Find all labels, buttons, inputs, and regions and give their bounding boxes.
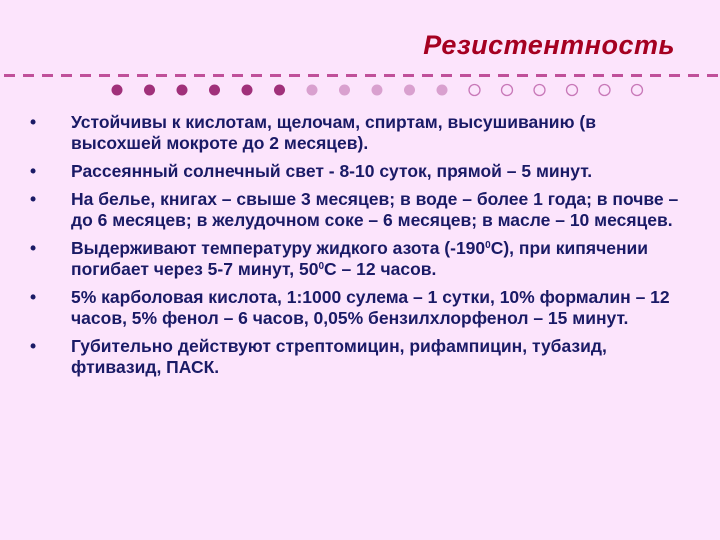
dash-segment	[42, 74, 53, 77]
dash-segment	[99, 74, 110, 77]
bullet-item	[30, 287, 690, 329]
dash-segment	[232, 74, 243, 77]
decor-dot	[534, 85, 545, 96]
dash-segment	[156, 74, 167, 77]
bullet-text: С), при кипячении погибает через 5-7 минут, 50	[71, 238, 649, 279]
dash-segment	[384, 74, 395, 77]
bullet-item	[30, 161, 690, 182]
dash-segment	[23, 74, 34, 77]
degree-superscript: 0	[485, 240, 491, 251]
decor-dot	[307, 85, 318, 96]
dash-segment	[612, 74, 623, 77]
dash-segment	[61, 74, 72, 77]
dash-segment	[707, 74, 718, 77]
bullet-text: На белье, книгах – свыше 3 месяцев; в воде – более 1 года; в почве – до 6 месяцев; в желудочном соке – 6 месяцев; в масле – 10 месяцев.	[71, 189, 679, 230]
dash-segment	[365, 74, 376, 77]
decor-dot	[274, 85, 285, 96]
dash-segment	[270, 74, 281, 77]
dash-segment	[346, 74, 357, 77]
dash-segment	[422, 74, 433, 77]
bullet-text: Устойчивы к кислотам, щелочам, спиртам, высушиванию (в высохшей мокроте до 2 месяцев).	[71, 112, 596, 153]
dash-segment	[479, 74, 490, 77]
bullet-item	[30, 238, 690, 280]
decor-dot	[502, 85, 513, 96]
decor-dot	[372, 85, 383, 96]
dash-segment	[688, 74, 699, 77]
decor-dot	[567, 85, 578, 96]
decor-dot	[144, 85, 155, 96]
decor-dot	[112, 85, 123, 96]
dash-segment	[650, 74, 661, 77]
dash-segment	[251, 74, 262, 77]
decorative-dashed-line	[0, 74, 720, 78]
decor-dot	[339, 85, 350, 96]
dash-segment	[536, 74, 547, 77]
dash-segment	[574, 74, 585, 77]
dash-segment	[498, 74, 509, 77]
dash-segment	[4, 74, 15, 77]
decor-dot	[242, 85, 253, 96]
decor-dot	[177, 85, 188, 96]
dash-segment	[593, 74, 604, 77]
dash-segment	[327, 74, 338, 77]
decor-dot	[599, 85, 610, 96]
dash-segment	[460, 74, 471, 77]
decor-dot	[469, 85, 480, 96]
dash-segment	[137, 74, 148, 77]
bullet-item	[30, 112, 690, 154]
decor-dot	[209, 85, 220, 96]
bullet-item	[30, 189, 690, 231]
dash-segment	[194, 74, 205, 77]
decor-dot	[437, 85, 448, 96]
bullet-text: Губительно действуют стрептомицин, рифампицин, тубазид, фтивазид, ПАСК.	[71, 336, 607, 377]
dash-segment	[517, 74, 528, 77]
bullet-text: С – 12 часов.	[324, 259, 437, 279]
bullet-text: 5% карболовая кислота, 1:1000 сулема – 1 сутки, 10% формалин – 12 часов, 5% фенол – 6 часов, 0,05% бензилхлорфенол – 15 минут.	[71, 287, 670, 328]
decor-dot	[404, 85, 415, 96]
dash-segment	[175, 74, 186, 77]
dash-segment	[80, 74, 91, 77]
dash-segment	[631, 74, 642, 77]
dash-segment	[555, 74, 566, 77]
dash-segment	[669, 74, 680, 77]
dash-segment	[118, 74, 129, 77]
dash-segment	[308, 74, 319, 77]
bullet-item	[30, 336, 690, 378]
bullet-text: Рассеянный солнечный свет - 8-10 суток, прямой – 5 минут.	[71, 161, 593, 181]
dash-segment	[441, 74, 452, 77]
bullet-text: Выдерживают температуру жидкого азота (-190	[71, 238, 486, 258]
degree-superscript: 0	[318, 261, 325, 272]
dash-segment	[213, 74, 224, 77]
bullet-list	[30, 112, 690, 385]
dash-segment	[403, 74, 414, 77]
slide-title: Резистентность	[423, 30, 675, 60]
decorative-dot-row	[0, 82, 720, 98]
dash-segment	[289, 74, 300, 77]
decor-dot	[632, 85, 643, 96]
